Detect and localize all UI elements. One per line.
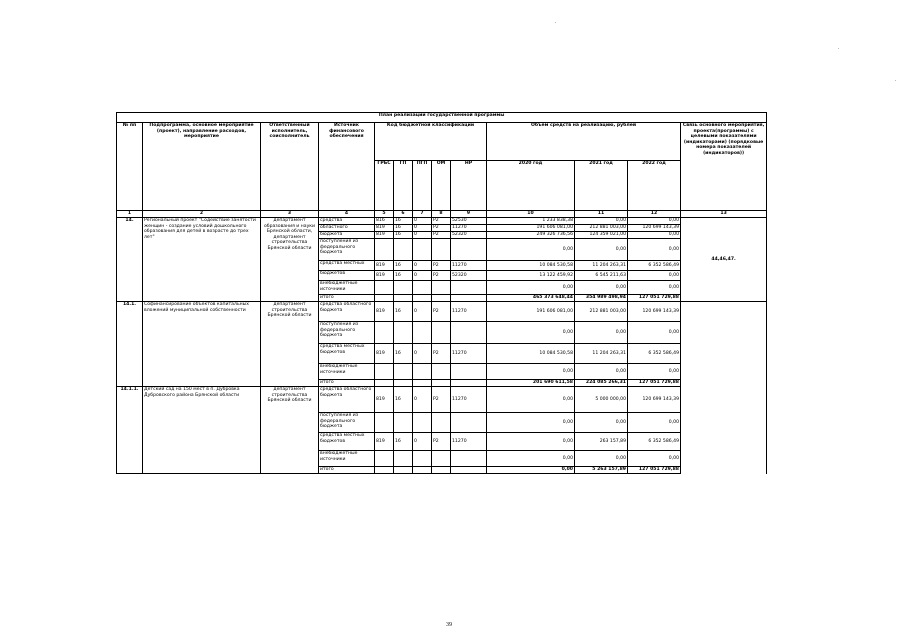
code-grbs-cell: 819 — [375, 225, 394, 232]
amount-y2020-cell: 10 084 530,58 — [487, 344, 575, 364]
amount-y2022-cell: 120 699 143,39 — [628, 225, 681, 232]
amount-y2020-cell: 0,00 — [487, 322, 575, 344]
code-gp-cell — [394, 451, 413, 467]
header-executor: Ответственный исполнитель, соисполнитель — [261, 123, 319, 211]
code-om-cell: P2 — [432, 261, 451, 271]
code-om-cell: P2 — [432, 387, 451, 413]
code-nr-cell — [451, 295, 487, 302]
code-gp-cell: 16 — [394, 344, 413, 364]
code-om-cell — [432, 380, 451, 387]
indicator-link-cell — [681, 302, 767, 322]
code-om-cell — [432, 451, 451, 467]
code-nr-cell: 11270 — [451, 344, 487, 364]
source-cell: итого — [319, 380, 375, 387]
header-num: № пп — [117, 123, 143, 211]
code-pgp-cell: 0 — [413, 344, 432, 364]
code-grbs-cell — [375, 364, 394, 380]
amount-y2021-cell: 6 545 211,63 — [575, 271, 628, 281]
code-grbs-cell — [375, 380, 394, 387]
code-grbs-cell: 816 — [375, 218, 394, 225]
code-nr-cell: 52320 — [451, 232, 487, 239]
amount-y2021-cell: 11 204 263,31 — [575, 261, 628, 271]
source-cell: бюджетов — [319, 271, 375, 281]
amount-y2020-cell: 465 373 648,44 — [487, 295, 575, 302]
header-2022: 2022 год — [628, 161, 681, 211]
code-om-cell — [432, 322, 451, 344]
indicator-link-cell — [681, 322, 767, 344]
code-gp-cell — [394, 413, 413, 433]
indicator-link-cell — [681, 387, 767, 413]
indicator-link-cell: 44,46,47. — [681, 218, 767, 302]
amount-y2021-cell: 0,00 — [575, 239, 628, 261]
code-nr-cell — [451, 451, 487, 467]
amount-y2022-cell: 0,00 — [628, 281, 681, 295]
source-cell: средства — [319, 218, 375, 225]
header-name: Подпрограмма, основное мероприятие (проект), направление расходов, мероприятие — [143, 123, 261, 211]
amount-y2020-cell: 191 606 081,00 — [487, 302, 575, 322]
amount-y2021-cell: 0,00 — [575, 281, 628, 295]
header-budget-code: Код бюджетной классификации — [375, 123, 487, 161]
amount-y2021-cell: 0,00 — [575, 413, 628, 433]
plan-table — [116, 112, 767, 474]
source-cell: средства местных бюджетов — [319, 433, 375, 451]
column-number: 11 — [575, 211, 628, 218]
column-number: 5 — [375, 211, 394, 218]
indicator-link-cell — [681, 467, 767, 474]
amount-y2021-cell: 354 989 498,94 — [575, 295, 628, 302]
table-row — [117, 387, 767, 413]
source-cell: областного — [319, 225, 375, 232]
code-gp-cell — [394, 467, 413, 474]
code-pgp-cell: 0 — [413, 433, 432, 451]
code-pgp-cell — [413, 322, 432, 344]
code-pgp-cell — [413, 413, 432, 433]
code-gp-cell: 16 — [394, 302, 413, 322]
header-pgp: ПГП — [413, 161, 432, 211]
code-grbs-cell: 819 — [375, 261, 394, 271]
row-number: 14.1. — [117, 302, 143, 387]
header-2020: 2020 год — [487, 161, 575, 211]
code-om-cell: P2 — [432, 433, 451, 451]
code-pgp-cell — [413, 239, 432, 261]
indicator-link-cell — [681, 451, 767, 467]
amount-y2020-cell: 10 084 530,58 — [487, 261, 575, 271]
code-pgp-cell — [413, 295, 432, 302]
section-kindergarten — [117, 387, 767, 474]
scan-speck — [895, 80, 896, 81]
code-grbs-cell — [375, 239, 394, 261]
amount-y2022-cell: 0,00 — [628, 218, 681, 225]
amount-y2022-cell: 6 352 586,49 — [628, 344, 681, 364]
code-nr-cell: 11270 — [451, 433, 487, 451]
code-om-cell: P2 — [432, 271, 451, 281]
code-pgp-cell — [413, 380, 432, 387]
column-number: 13 — [681, 211, 767, 218]
amount-y2021-cell: 5 000 000,00 — [575, 387, 628, 413]
page-number: 39 — [446, 622, 452, 628]
code-nr-cell — [451, 364, 487, 380]
code-pgp-cell: 0 — [413, 225, 432, 232]
amount-y2021-cell: 0,00 — [575, 218, 628, 225]
amount-y2020-cell: 0,00 — [487, 364, 575, 380]
amount-y2021-cell: 263 157,89 — [575, 433, 628, 451]
amount-y2020-cell: 0,00 — [487, 451, 575, 467]
amount-y2020-cell: 0,00 — [487, 413, 575, 433]
code-nr-cell — [451, 413, 487, 433]
indicator-link-cell — [681, 364, 767, 380]
code-nr-cell — [451, 467, 487, 474]
code-gp-cell: 16 — [394, 232, 413, 239]
code-om-cell: P2 — [432, 218, 451, 225]
source-cell: поступления из федерального бюджета — [319, 413, 375, 433]
column-number: 1 — [117, 211, 143, 218]
source-cell: средства местных — [319, 261, 375, 271]
code-nr-cell — [451, 380, 487, 387]
code-pgp-cell — [413, 467, 432, 474]
amount-y2021-cell: 124 359 021,00 — [575, 232, 628, 239]
code-gp-cell: 16 — [394, 225, 413, 232]
amount-y2020-cell: 0,00 — [487, 433, 575, 451]
column-number: 10 — [487, 211, 575, 218]
amount-y2022-cell: 6 352 586,49 — [628, 433, 681, 451]
amount-y2022-cell: 6 352 586,49 — [628, 261, 681, 271]
code-grbs-cell — [375, 467, 394, 474]
code-gp-cell — [394, 322, 413, 344]
source-cell: итого — [319, 295, 375, 302]
section-cofinancing — [117, 302, 767, 387]
code-grbs-cell: 819 — [375, 387, 394, 413]
amount-y2022-cell: 127 051 729,88 — [628, 380, 681, 387]
code-nr-cell: 11270 — [451, 261, 487, 271]
code-gp-cell: 16 — [394, 433, 413, 451]
header-grbs: ГРБС — [375, 161, 394, 211]
indicator-link-cell — [681, 344, 767, 364]
scan-speck — [555, 22, 556, 23]
code-om-cell: P2 — [432, 232, 451, 239]
amount-y2022-cell: 120 699 143,39 — [628, 387, 681, 413]
row-executor: департамент строительства Брянской области — [261, 387, 319, 474]
amount-y2021-cell: 212 881 003,00 — [575, 302, 628, 322]
code-grbs-cell: 819 — [375, 232, 394, 239]
amount-y2022-cell: 0,00 — [628, 271, 681, 281]
header-nr: НР — [451, 161, 487, 211]
column-number: 8 — [432, 211, 451, 218]
header-2021: 2021 год — [575, 161, 628, 211]
source-cell: итого — [319, 467, 375, 474]
amount-y2022-cell: 0,00 — [628, 239, 681, 261]
amount-y2020-cell: 191 606 081,00 — [487, 225, 575, 232]
header-gp: ГП — [394, 161, 413, 211]
amount-y2020-cell: 0,00 — [487, 387, 575, 413]
header-om: ОМ — [432, 161, 451, 211]
code-grbs-cell — [375, 295, 394, 302]
code-pgp-cell: 0 — [413, 218, 432, 225]
code-pgp-cell: 0 — [413, 387, 432, 413]
code-pgp-cell: 0 — [413, 232, 432, 239]
source-cell: средства местных бюджетов — [319, 344, 375, 364]
column-number: 6 — [394, 211, 413, 218]
amount-y2021-cell: 11 204 263,31 — [575, 344, 628, 364]
code-om-cell — [432, 364, 451, 380]
code-pgp-cell — [413, 281, 432, 295]
column-number: 7 — [413, 211, 432, 218]
row-name: Региональный проект "Содействие занятости женщин - создание условий дошкольного образования для детей в возрасте до трех лет" — [143, 218, 261, 302]
amount-y2021-cell: 0,00 — [575, 322, 628, 344]
indicator-link-cell — [681, 413, 767, 433]
code-om-cell — [432, 413, 451, 433]
header-link: Связь основного мероприятия, проекта(программы) с целевыми показателями (индикаторами) (порядковые номера показателей (индикаторов)) — [681, 123, 767, 211]
header-source: Источник финансового обеспечения — [319, 123, 375, 211]
source-cell: поступления из федерального бюджета — [319, 322, 375, 344]
code-grbs-cell: 819 — [375, 271, 394, 281]
amount-y2021-cell: 224 085 266,31 — [575, 380, 628, 387]
source-cell: средства областного бюджета — [319, 387, 375, 413]
amount-y2022-cell: 0,00 — [628, 322, 681, 344]
table-title: План реализации государственной программы — [117, 113, 767, 123]
code-gp-cell — [394, 281, 413, 295]
column-number: 4 — [319, 211, 375, 218]
amount-y2022-cell: 0,00 — [628, 232, 681, 239]
amount-y2022-cell: 127 051 729,88 — [628, 295, 681, 302]
row-number: 14. — [117, 218, 143, 302]
code-pgp-cell: 0 — [413, 302, 432, 322]
column-number: 2 — [143, 211, 261, 218]
code-om-cell: P2 — [432, 302, 451, 322]
code-nr-cell: 11270 — [451, 387, 487, 413]
amount-y2022-cell: 127 051 729,88 — [628, 467, 681, 474]
table-row — [117, 302, 767, 322]
code-pgp-cell: 0 — [413, 271, 432, 281]
amount-y2022-cell: 0,00 — [628, 451, 681, 467]
amount-y2020-cell: 0,00 — [487, 281, 575, 295]
code-pgp-cell — [413, 451, 432, 467]
code-gp-cell — [394, 239, 413, 261]
amount-y2020-cell: 13 122 459,92 — [487, 271, 575, 281]
column-number: 9 — [451, 211, 487, 218]
code-nr-cell — [451, 239, 487, 261]
column-number: 3 — [261, 211, 319, 218]
row-executor: департамент образования и науки Брянской области, департамент строительства Брянской области — [261, 218, 319, 302]
source-cell: средства областного бюджета — [319, 302, 375, 322]
section-regional-project — [117, 218, 767, 302]
code-nr-cell — [451, 322, 487, 344]
table-row — [117, 218, 767, 225]
source-cell: поступления из федерального бюджета — [319, 239, 375, 261]
amount-y2020-cell: 0,00 — [487, 467, 575, 474]
code-grbs-cell: 819 — [375, 433, 394, 451]
code-gp-cell: 16 — [394, 271, 413, 281]
column-number: 12 — [628, 211, 681, 218]
code-om-cell: P2 — [432, 225, 451, 232]
code-om-cell — [432, 281, 451, 295]
amount-y2021-cell: 0,00 — [575, 364, 628, 380]
amount-y2021-cell: 5 263 157,89 — [575, 467, 628, 474]
code-pgp-cell: 0 — [413, 261, 432, 271]
amount-y2022-cell: 120 699 143,39 — [628, 302, 681, 322]
code-om-cell — [432, 467, 451, 474]
code-om-cell: P2 — [432, 344, 451, 364]
amount-y2022-cell: 0,00 — [628, 364, 681, 380]
indicator-link-cell — [681, 433, 767, 451]
code-grbs-cell — [375, 322, 394, 344]
code-gp-cell — [394, 364, 413, 380]
code-gp-cell: 16 — [394, 218, 413, 225]
header-volume: Объём средств на реализацию, рублей — [487, 123, 681, 161]
amount-y2020-cell: 249 326 736,56 — [487, 232, 575, 239]
indicator-link-cell — [681, 380, 767, 387]
amount-y2021-cell: 0,00 — [575, 451, 628, 467]
row-name: Софинансирование объектов капитальных вложений муниципальной собственности — [143, 302, 261, 387]
code-gp-cell: 16 — [394, 387, 413, 413]
code-nr-cell: 52320 — [451, 271, 487, 281]
code-grbs-cell: 819 — [375, 344, 394, 364]
row-executor: департамент строительства Брянской области — [261, 302, 319, 387]
source-cell: внебюджетные источники — [319, 364, 375, 380]
source-cell: бюджета — [319, 232, 375, 239]
code-om-cell — [432, 295, 451, 302]
code-grbs-cell — [375, 281, 394, 295]
source-cell: внебюджетные источники — [319, 281, 375, 295]
code-nr-cell: 11270 — [451, 225, 487, 232]
code-nr-cell: 52530 — [451, 218, 487, 225]
code-pgp-cell — [413, 364, 432, 380]
code-nr-cell: 11270 — [451, 302, 487, 322]
amount-y2020-cell: 1 233 838,38 — [487, 218, 575, 225]
code-grbs-cell — [375, 451, 394, 467]
amount-y2021-cell: 212 881 003,00 — [575, 225, 628, 232]
code-nr-cell — [451, 281, 487, 295]
row-number: 14.1.1. — [117, 387, 143, 474]
scan-speck — [838, 48, 839, 49]
code-gp-cell — [394, 380, 413, 387]
amount-y2020-cell: 201 690 611,58 — [487, 380, 575, 387]
source-cell: внебюджетные источники — [319, 451, 375, 467]
amount-y2022-cell: 0,00 — [628, 413, 681, 433]
amount-y2020-cell: 0,00 — [487, 239, 575, 261]
code-grbs-cell: 819 — [375, 302, 394, 322]
code-gp-cell: 16 — [394, 261, 413, 271]
code-grbs-cell — [375, 413, 394, 433]
code-gp-cell — [394, 295, 413, 302]
row-name: Детский сад на 150 мест в п. Дубровка Дубровского района Брянской области — [143, 387, 261, 474]
code-om-cell — [432, 239, 451, 261]
